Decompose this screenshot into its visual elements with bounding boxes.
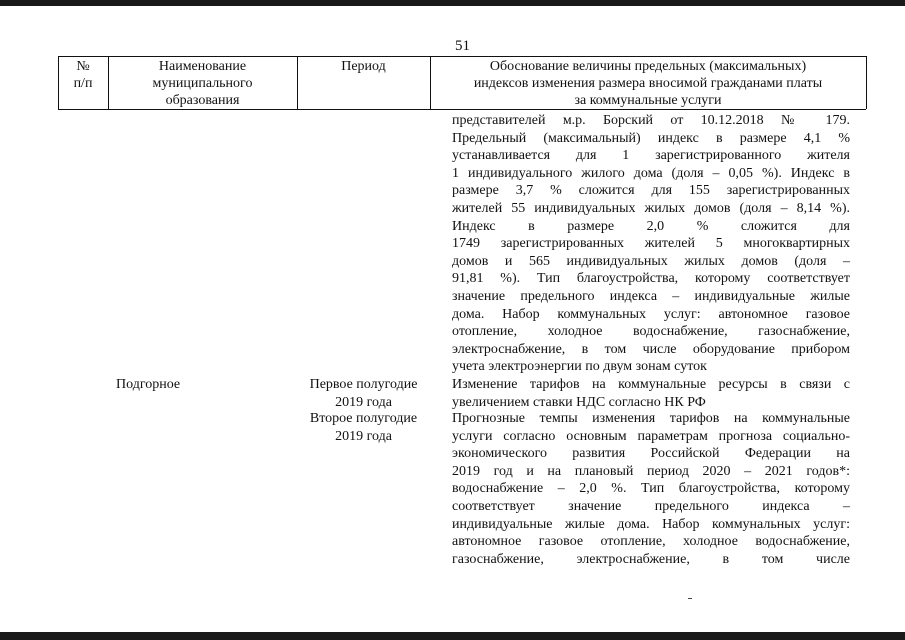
header-bottom-border: [58, 109, 866, 110]
scan-speck: [688, 598, 692, 599]
header-municipality-line: образования: [165, 93, 240, 108]
scan-bottom-border: [0, 632, 905, 640]
text-line: услуги согласно основным параметрам прогноза социально-: [452, 428, 850, 444]
table-right-border: [866, 56, 867, 109]
header-num-line: п/п: [73, 76, 93, 91]
header-justification-line: Обоснование величины предельных (максимальных): [489, 59, 807, 74]
text-line: Прогнозные темпы изменения тарифов на коммунальные: [452, 411, 850, 426]
text-line: устанавливается для 1 зарегистрированного жителя: [452, 148, 850, 164]
header-municipality-line: муниципального: [152, 76, 253, 91]
table-top-border: [58, 56, 866, 57]
text-line: 1 индивидуального жилого дома (доля – 0,05 %). Индекс в: [452, 165, 850, 181]
header-num: [58, 58, 108, 92]
scan-top-border: [0, 0, 905, 6]
text-line: жителей 55 индивидуальных жилых домов (доля – 8,14 %).: [452, 200, 850, 216]
text-line: экономического развития Российской Федерации на: [452, 446, 850, 462]
text-line: 2019 год и на плановый период 2020 – 2021 годов*:: [452, 463, 850, 479]
text-line: водоснабжение – 2,0 %. Тип благоустройства, которому: [452, 481, 850, 497]
row-justification-second: [452, 410, 850, 568]
text-line: увеличением ставки НДС согласно НК РФ: [452, 394, 706, 410]
header-municipality-line: Наименование: [158, 59, 247, 74]
text-line: автономное газовое отопление, холодное водоснабжение,: [452, 534, 850, 550]
header-justification: [430, 58, 866, 109]
text-line: домов и 565 индивидуальных жилых домов (доля –: [452, 253, 850, 269]
text-line: 1749 зарегистрированных жителей 5 многоквартирных: [452, 236, 850, 252]
text-line: размере 3,7 % сложится для 155 зарегистрированных: [452, 183, 850, 199]
period-line: Второе полугодие: [309, 411, 418, 426]
header-justification-line: индексов изменения размера вносимой гражданами платы: [473, 76, 823, 91]
header-period: Период: [341, 59, 386, 74]
text-line: значение предельного индекса – индивидуальные жилые: [452, 288, 850, 304]
header-municipality: [108, 58, 297, 109]
text-line: Предельный (максимальный) индекс в размере 4,1 %: [452, 130, 850, 146]
continuation-text: [452, 112, 850, 376]
text-line: учета электроэнергии по двум зонам суток: [452, 359, 707, 375]
row-period-first-half: [297, 376, 430, 411]
text-line: газоснабжение, электроснабжение, в том числе: [452, 551, 850, 567]
text-line: Индекс в размере 2,0 % сложится для: [452, 218, 850, 234]
period-line: 2019 года: [335, 428, 392, 444]
text-line: электроснабжение, в том числе оборудование прибором: [452, 341, 850, 357]
page-number: 51: [455, 38, 470, 54]
period-line: 2019 года: [335, 394, 392, 410]
text-line: отопление, холодное водоснабжение, газоснабжение,: [452, 324, 850, 340]
text-line: Изменение тарифов на коммунальные ресурсы в связи с: [452, 377, 850, 392]
row-period-second-half: [297, 410, 430, 445]
row-municipality-name: Подгорное: [116, 377, 181, 392]
text-line: соответствует значение предельного индекса –: [452, 498, 850, 514]
header-num-line: №: [76, 59, 90, 74]
header-justification-line: за коммунальные услуги: [574, 93, 722, 108]
text-line: дома. Набор коммунальных услуг: автономное газовое: [452, 306, 850, 322]
row-justification-first: [452, 376, 850, 411]
text-line: представителей м.р. Борский от 10.12.2018 № 179.: [452, 113, 850, 128]
text-line: 91,81 %). Тип благоустройства, которому соответствует: [452, 271, 850, 287]
period-line: Первое полугодие: [309, 377, 418, 392]
text-line: индивидуальные жилые дома. Набор коммунальных услуг:: [452, 516, 850, 532]
